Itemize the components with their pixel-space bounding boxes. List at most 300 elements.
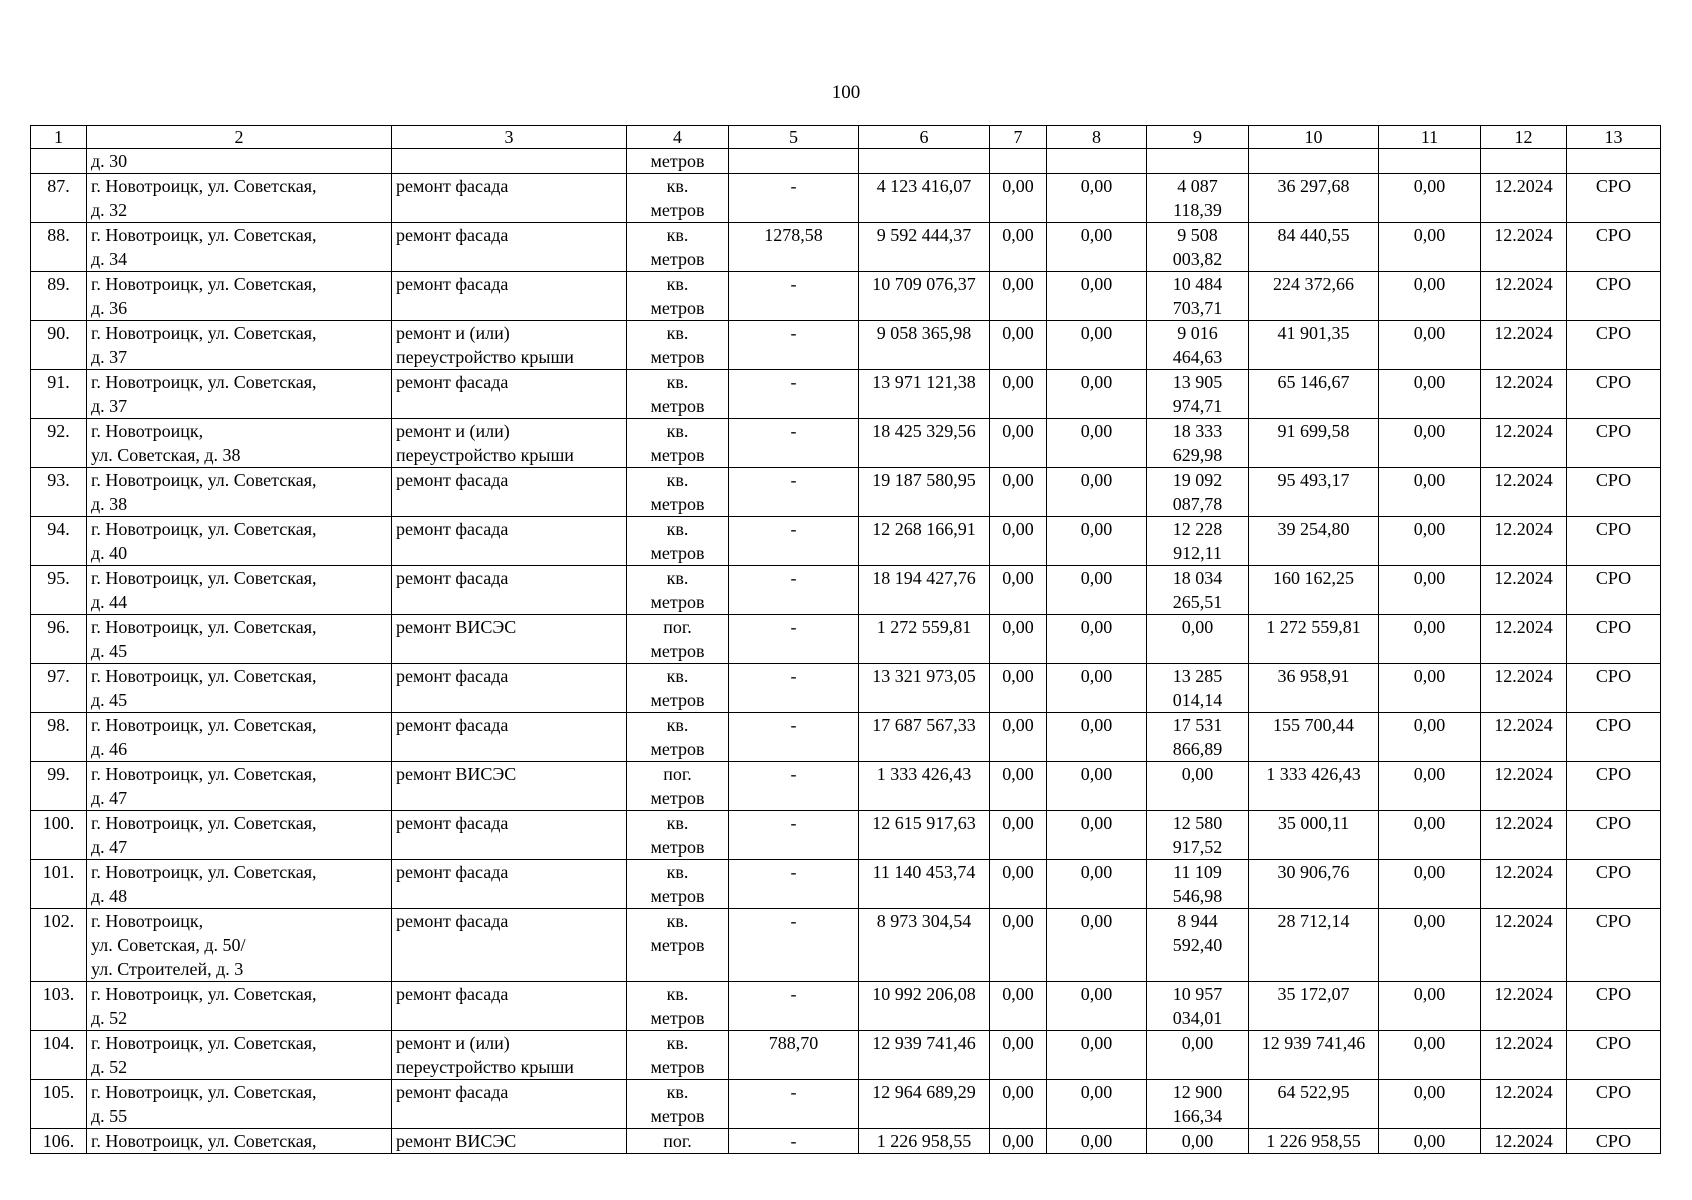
col9-value-cell: 18 034 265,51 [1147, 566, 1249, 615]
total-cost-cell: 13 971 121,38 [859, 370, 990, 419]
col11-value-cell: 0,00 [1379, 713, 1481, 762]
table-row [31, 321, 1661, 370]
col8-value-cell: 0,00 [1047, 419, 1147, 468]
col11-value-cell: 0,00 [1379, 909, 1481, 982]
total-cost-cell: 12 615 917,63 [859, 811, 990, 860]
address-cell: г. Новотроицк, ул. Советская, д. 37 [87, 321, 392, 370]
column-header-10: 10 [1249, 126, 1379, 149]
work-type-cell: ремонт фасада [392, 174, 627, 223]
col10-value-cell: 41 901,35 [1249, 321, 1379, 370]
funding-source-cell: СРО [1567, 860, 1661, 909]
col11-value-cell: 0,00 [1379, 615, 1481, 664]
col9-value-cell: 13 285 014,14 [1147, 664, 1249, 713]
address-cell: г. Новотроицк, ул. Советская, д. 47 [87, 811, 392, 860]
column-header-11: 11 [1379, 126, 1481, 149]
col7-value-cell: 0,00 [990, 370, 1047, 419]
col10-value-cell: 35 172,07 [1249, 982, 1379, 1031]
col9-value-cell: 12 900 166,34 [1147, 1080, 1249, 1129]
col10-value-cell: 160 162,25 [1249, 566, 1379, 615]
col11-value-cell: 0,00 [1379, 982, 1481, 1031]
table-row [31, 223, 1661, 272]
address-cell: г. Новотроицк, ул. Советская, д. 45 [87, 664, 392, 713]
completion-date-cell: 12.2024 [1481, 811, 1567, 860]
col8-value-cell: 0,00 [1047, 370, 1147, 419]
funding-source-cell: СРО [1567, 174, 1661, 223]
quantity-cell: - [729, 615, 859, 664]
quantity-cell [729, 149, 859, 174]
col10-value-cell: 155 700,44 [1249, 713, 1379, 762]
row-number-cell [31, 149, 87, 174]
row-number-cell: 97. [31, 664, 87, 713]
table-row [31, 149, 1661, 174]
table-row [31, 1129, 1661, 1154]
funding-source-cell: СРО [1567, 713, 1661, 762]
funding-source-cell: СРО [1567, 982, 1661, 1031]
col7-value-cell: 0,00 [990, 517, 1047, 566]
col8-value-cell: 0,00 [1047, 811, 1147, 860]
col7-value-cell: 0,00 [990, 982, 1047, 1031]
col8-value-cell: 0,00 [1047, 909, 1147, 982]
funding-source-cell: СРО [1567, 272, 1661, 321]
work-type-cell: ремонт фасада [392, 860, 627, 909]
col8-value-cell: 0,00 [1047, 762, 1147, 811]
col7-value-cell: 0,00 [990, 468, 1047, 517]
row-number-cell: 96. [31, 615, 87, 664]
quantity-cell: - [729, 982, 859, 1031]
col10-value-cell: 39 254,80 [1249, 517, 1379, 566]
funding-source-cell: СРО [1567, 1129, 1661, 1154]
completion-date-cell: 12.2024 [1481, 1031, 1567, 1080]
work-type-cell: ремонт фасада [392, 272, 627, 321]
col8-value-cell: 0,00 [1047, 517, 1147, 566]
completion-date-cell: 12.2024 [1481, 468, 1567, 517]
unit-cell: кв. метров [627, 419, 729, 468]
funding-source-cell: СРО [1567, 517, 1661, 566]
column-header-13: 13 [1567, 126, 1661, 149]
row-number-cell: 98. [31, 713, 87, 762]
page-number: 100 [831, 82, 861, 103]
table-body [31, 149, 1661, 1154]
col9-value-cell: 11 109 546,98 [1147, 860, 1249, 909]
quantity-cell: - [729, 419, 859, 468]
unit-cell: кв. метров [627, 860, 729, 909]
col11-value-cell: 0,00 [1379, 419, 1481, 468]
col7-value-cell: 0,00 [990, 811, 1047, 860]
unit-cell: пог. метров [627, 615, 729, 664]
col7-value-cell: 0,00 [990, 860, 1047, 909]
completion-date-cell: 12.2024 [1481, 664, 1567, 713]
funding-source-cell: СРО [1567, 321, 1661, 370]
col7-value-cell: 0,00 [990, 615, 1047, 664]
quantity-cell: - [729, 174, 859, 223]
column-header-5: 5 [729, 126, 859, 149]
total-cost-cell: 18 425 329,56 [859, 419, 990, 468]
repair-register-table [30, 125, 1661, 1154]
work-type-cell: ремонт ВИСЭС [392, 762, 627, 811]
col8-value-cell: 0,00 [1047, 321, 1147, 370]
completion-date-cell: 12.2024 [1481, 272, 1567, 321]
quantity-cell: 1278,58 [729, 223, 859, 272]
total-cost-cell: 18 194 427,76 [859, 566, 990, 615]
address-cell: г. Новотроицк, ул. Советская, д. 52 [87, 982, 392, 1031]
col11-value-cell: 0,00 [1379, 517, 1481, 566]
col7-value-cell: 0,00 [990, 909, 1047, 982]
total-cost-cell: 1 272 559,81 [859, 615, 990, 664]
col7-value-cell: 0,00 [990, 1031, 1047, 1080]
total-cost-cell [859, 149, 990, 174]
table-row [31, 982, 1661, 1031]
col10-value-cell: 30 906,76 [1249, 860, 1379, 909]
col9-value-cell: 9 016 464,63 [1147, 321, 1249, 370]
row-number-cell: 92. [31, 419, 87, 468]
col11-value-cell: 0,00 [1379, 272, 1481, 321]
unit-cell: кв. метров [627, 566, 729, 615]
col8-value-cell [1047, 149, 1147, 174]
col8-value-cell: 0,00 [1047, 566, 1147, 615]
col7-value-cell: 0,00 [990, 1080, 1047, 1129]
completion-date-cell: 12.2024 [1481, 713, 1567, 762]
address-cell: г. Новотроицк, ул. Советская, д. 38 [87, 468, 392, 517]
col9-value-cell: 19 092 087,78 [1147, 468, 1249, 517]
column-header-9: 9 [1147, 126, 1249, 149]
col8-value-cell: 0,00 [1047, 664, 1147, 713]
row-number-cell: 88. [31, 223, 87, 272]
column-header-12: 12 [1481, 126, 1567, 149]
col11-value-cell: 0,00 [1379, 1080, 1481, 1129]
col9-value-cell: 8 944 592,40 [1147, 909, 1249, 982]
col11-value-cell: 0,00 [1379, 664, 1481, 713]
unit-cell: кв. метров [627, 174, 729, 223]
quantity-cell: - [729, 468, 859, 517]
col9-value-cell: 4 087 118,39 [1147, 174, 1249, 223]
address-cell: г. Новотроицк, ул. Советская, д. 36 [87, 272, 392, 321]
col8-value-cell: 0,00 [1047, 615, 1147, 664]
total-cost-cell: 19 187 580,95 [859, 468, 990, 517]
unit-cell: кв. метров [627, 370, 729, 419]
col9-value-cell: 9 508 003,82 [1147, 223, 1249, 272]
col11-value-cell: 0,00 [1379, 468, 1481, 517]
address-cell: г. Новотроицк, ул. Советская, [87, 1129, 392, 1154]
column-number-header-row [31, 126, 1661, 149]
table-row [31, 468, 1661, 517]
work-type-cell: ремонт фасада [392, 517, 627, 566]
table-row [31, 762, 1661, 811]
work-type-cell: ремонт фасада [392, 909, 627, 982]
total-cost-cell: 9 058 365,98 [859, 321, 990, 370]
col10-value-cell: 84 440,55 [1249, 223, 1379, 272]
address-cell: г. Новотроицк, ул. Советская, д. 45 [87, 615, 392, 664]
total-cost-cell: 1 226 958,55 [859, 1129, 990, 1154]
address-cell: г. Новотроицк, ул. Советская, д. 38 [87, 419, 392, 468]
row-number-cell: 105. [31, 1080, 87, 1129]
funding-source-cell: СРО [1567, 370, 1661, 419]
unit-cell: кв. метров [627, 321, 729, 370]
col10-value-cell: 36 958,91 [1249, 664, 1379, 713]
address-cell: г. Новотроицк, ул. Советская, д. 32 [87, 174, 392, 223]
col11-value-cell: 0,00 [1379, 1031, 1481, 1080]
table-row [31, 1080, 1661, 1129]
row-number-cell: 91. [31, 370, 87, 419]
table-row [31, 566, 1661, 615]
table-row [31, 615, 1661, 664]
row-number-cell: 94. [31, 517, 87, 566]
quantity-cell: - [729, 321, 859, 370]
col10-value-cell: 35 000,11 [1249, 811, 1379, 860]
col11-value-cell: 0,00 [1379, 1129, 1481, 1154]
row-number-cell: 90. [31, 321, 87, 370]
funding-source-cell: СРО [1567, 1031, 1661, 1080]
quantity-cell: - [729, 860, 859, 909]
col10-value-cell: 12 939 741,46 [1249, 1031, 1379, 1080]
col7-value-cell: 0,00 [990, 174, 1047, 223]
address-cell: г. Новотроицк, ул. Советская, д. 44 [87, 566, 392, 615]
work-type-cell: ремонт фасада [392, 664, 627, 713]
col9-value-cell [1147, 149, 1249, 174]
funding-source-cell: СРО [1567, 664, 1661, 713]
col9-value-cell: 13 905 974,71 [1147, 370, 1249, 419]
row-number-cell: 100. [31, 811, 87, 860]
col7-value-cell: 0,00 [990, 664, 1047, 713]
col8-value-cell: 0,00 [1047, 1031, 1147, 1080]
funding-source-cell: СРО [1567, 762, 1661, 811]
col8-value-cell: 0,00 [1047, 174, 1147, 223]
col11-value-cell: 0,00 [1379, 370, 1481, 419]
table-row [31, 174, 1661, 223]
unit-cell: пог. метров [627, 762, 729, 811]
col10-value-cell: 28 712,14 [1249, 909, 1379, 982]
table-row [31, 860, 1661, 909]
quantity-cell: - [729, 272, 859, 321]
address-cell: г. Новотроицк, ул. Советская, д. 55 [87, 1080, 392, 1129]
col8-value-cell: 0,00 [1047, 223, 1147, 272]
work-type-cell: ремонт фасада [392, 811, 627, 860]
col11-value-cell: 0,00 [1379, 223, 1481, 272]
column-header-1: 1 [31, 126, 87, 149]
unit-cell: кв. метров [627, 811, 729, 860]
col8-value-cell: 0,00 [1047, 713, 1147, 762]
funding-source-cell: СРО [1567, 223, 1661, 272]
col11-value-cell: 0,00 [1379, 811, 1481, 860]
table-row [31, 909, 1661, 982]
address-cell: д. 30 [87, 149, 392, 174]
col8-value-cell: 0,00 [1047, 1080, 1147, 1129]
total-cost-cell: 12 964 689,29 [859, 1080, 990, 1129]
col7-value-cell: 0,00 [990, 419, 1047, 468]
col10-value-cell: 1 226 958,55 [1249, 1129, 1379, 1154]
total-cost-cell: 11 140 453,74 [859, 860, 990, 909]
col9-value-cell: 12 228 912,11 [1147, 517, 1249, 566]
completion-date-cell: 12.2024 [1481, 1129, 1567, 1154]
row-number-cell: 89. [31, 272, 87, 321]
col10-value-cell: 91 699,58 [1249, 419, 1379, 468]
work-type-cell: ремонт фасада [392, 982, 627, 1031]
table-row [31, 419, 1661, 468]
unit-cell: кв. метров [627, 664, 729, 713]
col10-value-cell: 224 372,66 [1249, 272, 1379, 321]
table-row [31, 370, 1661, 419]
completion-date-cell: 12.2024 [1481, 566, 1567, 615]
column-header-3: 3 [392, 126, 627, 149]
col9-value-cell: 0,00 [1147, 615, 1249, 664]
funding-source-cell: СРО [1567, 419, 1661, 468]
quantity-cell: - [729, 762, 859, 811]
quantity-cell: - [729, 1129, 859, 1154]
col7-value-cell: 0,00 [990, 272, 1047, 321]
unit-cell: кв. метров [627, 909, 729, 982]
col8-value-cell: 0,00 [1047, 860, 1147, 909]
unit-cell: кв. метров [627, 517, 729, 566]
funding-source-cell: СРО [1567, 811, 1661, 860]
total-cost-cell: 9 592 444,37 [859, 223, 990, 272]
table-row [31, 1031, 1661, 1080]
work-type-cell: ремонт фасада [392, 566, 627, 615]
funding-source-cell: СРО [1567, 1080, 1661, 1129]
total-cost-cell: 4 123 416,07 [859, 174, 990, 223]
column-header-2: 2 [87, 126, 392, 149]
col8-value-cell: 0,00 [1047, 982, 1147, 1031]
completion-date-cell: 12.2024 [1481, 223, 1567, 272]
col11-value-cell: 0,00 [1379, 762, 1481, 811]
quantity-cell: - [729, 1080, 859, 1129]
work-type-cell: ремонт ВИСЭС [392, 1129, 627, 1154]
completion-date-cell: 12.2024 [1481, 909, 1567, 982]
col8-value-cell: 0,00 [1047, 468, 1147, 517]
col8-value-cell: 0,00 [1047, 272, 1147, 321]
col7-value-cell: 0,00 [990, 223, 1047, 272]
row-number-cell: 101. [31, 860, 87, 909]
completion-date-cell: 12.2024 [1481, 174, 1567, 223]
col10-value-cell: 1 272 559,81 [1249, 615, 1379, 664]
completion-date-cell: 12.2024 [1481, 860, 1567, 909]
unit-cell: кв. метров [627, 1080, 729, 1129]
col9-value-cell: 10 957 034,01 [1147, 982, 1249, 1031]
row-number-cell: 93. [31, 468, 87, 517]
address-cell: г. Новотроицк, ул. Советская, д. 52 [87, 1031, 392, 1080]
total-cost-cell: 12 268 166,91 [859, 517, 990, 566]
work-type-cell: ремонт фасада [392, 468, 627, 517]
row-number-cell: 99. [31, 762, 87, 811]
funding-source-cell [1567, 149, 1661, 174]
total-cost-cell: 1 333 426,43 [859, 762, 990, 811]
row-number-cell: 104. [31, 1031, 87, 1080]
total-cost-cell: 10 709 076,37 [859, 272, 990, 321]
work-type-cell: ремонт и (или) переустройство крыши [392, 1031, 627, 1080]
completion-date-cell: 12.2024 [1481, 762, 1567, 811]
work-type-cell [392, 149, 627, 174]
work-type-cell: ремонт фасада [392, 1080, 627, 1129]
quantity-cell: - [729, 713, 859, 762]
col11-value-cell [1379, 149, 1481, 174]
col11-value-cell: 0,00 [1379, 321, 1481, 370]
col7-value-cell: 0,00 [990, 713, 1047, 762]
total-cost-cell: 10 992 206,08 [859, 982, 990, 1031]
completion-date-cell: 12.2024 [1481, 517, 1567, 566]
quantity-cell: - [729, 811, 859, 860]
funding-source-cell: СРО [1567, 566, 1661, 615]
col7-value-cell: 0,00 [990, 1129, 1047, 1154]
unit-cell: кв. метров [627, 713, 729, 762]
completion-date-cell: 12.2024 [1481, 982, 1567, 1031]
unit-cell: кв. метров [627, 1031, 729, 1080]
col9-value-cell: 0,00 [1147, 762, 1249, 811]
column-header-4: 4 [627, 126, 729, 149]
quantity-cell: - [729, 517, 859, 566]
col11-value-cell: 0,00 [1379, 860, 1481, 909]
row-number-cell: 87. [31, 174, 87, 223]
funding-source-cell: СРО [1567, 909, 1661, 982]
col7-value-cell [990, 149, 1047, 174]
row-number-cell: 102. [31, 909, 87, 982]
col11-value-cell: 0,00 [1379, 174, 1481, 223]
quantity-cell: 788,70 [729, 1031, 859, 1080]
col7-value-cell: 0,00 [990, 762, 1047, 811]
col7-value-cell: 0,00 [990, 321, 1047, 370]
column-header-7: 7 [990, 126, 1047, 149]
quantity-cell: - [729, 566, 859, 615]
table-row [31, 713, 1661, 762]
completion-date-cell: 12.2024 [1481, 419, 1567, 468]
table-row [31, 272, 1661, 321]
work-type-cell: ремонт и (или) переустройство крыши [392, 419, 627, 468]
col9-value-cell: 12 580 917,52 [1147, 811, 1249, 860]
quantity-cell: - [729, 909, 859, 982]
col9-value-cell: 0,00 [1147, 1031, 1249, 1080]
unit-cell: кв. метров [627, 468, 729, 517]
completion-date-cell: 12.2024 [1481, 321, 1567, 370]
column-header-8: 8 [1047, 126, 1147, 149]
row-number-cell: 103. [31, 982, 87, 1031]
col9-value-cell: 0,00 [1147, 1129, 1249, 1154]
col10-value-cell: 65 146,67 [1249, 370, 1379, 419]
address-cell: г. Новотроицк, ул. Советская, д. 50/ ул. Строителей, д. 3 [87, 909, 392, 982]
completion-date-cell: 12.2024 [1481, 1080, 1567, 1129]
table-row [31, 811, 1661, 860]
total-cost-cell: 17 687 567,33 [859, 713, 990, 762]
address-cell: г. Новотроицк, ул. Советская, д. 47 [87, 762, 392, 811]
unit-cell: пог. [627, 1129, 729, 1154]
work-type-cell: ремонт ВИСЭС [392, 615, 627, 664]
completion-date-cell [1481, 149, 1567, 174]
funding-source-cell: СРО [1567, 615, 1661, 664]
col9-value-cell: 17 531 866,89 [1147, 713, 1249, 762]
work-type-cell: ремонт и (или) переустройство крыши [392, 321, 627, 370]
address-cell: г. Новотроицк, ул. Советская, д. 46 [87, 713, 392, 762]
col9-value-cell: 18 333 629,98 [1147, 419, 1249, 468]
unit-cell: кв. метров [627, 272, 729, 321]
column-header-6: 6 [859, 126, 990, 149]
col7-value-cell: 0,00 [990, 566, 1047, 615]
completion-date-cell: 12.2024 [1481, 370, 1567, 419]
unit-cell: кв. метров [627, 982, 729, 1031]
address-cell: г. Новотроицк, ул. Советская, д. 34 [87, 223, 392, 272]
col10-value-cell: 64 522,95 [1249, 1080, 1379, 1129]
row-number-cell: 106. [31, 1129, 87, 1154]
col8-value-cell: 0,00 [1047, 1129, 1147, 1154]
work-type-cell: ремонт фасада [392, 223, 627, 272]
col10-value-cell: 36 297,68 [1249, 174, 1379, 223]
col9-value-cell: 10 484 703,71 [1147, 272, 1249, 321]
unit-cell: метров [627, 149, 729, 174]
table-row [31, 664, 1661, 713]
address-cell: г. Новотроицк, ул. Советская, д. 48 [87, 860, 392, 909]
col10-value-cell [1249, 149, 1379, 174]
work-type-cell: ремонт фасада [392, 370, 627, 419]
col11-value-cell: 0,00 [1379, 566, 1481, 615]
quantity-cell: - [729, 664, 859, 713]
address-cell: г. Новотроицк, ул. Советская, д. 37 [87, 370, 392, 419]
row-number-cell: 95. [31, 566, 87, 615]
total-cost-cell: 13 321 973,05 [859, 664, 990, 713]
